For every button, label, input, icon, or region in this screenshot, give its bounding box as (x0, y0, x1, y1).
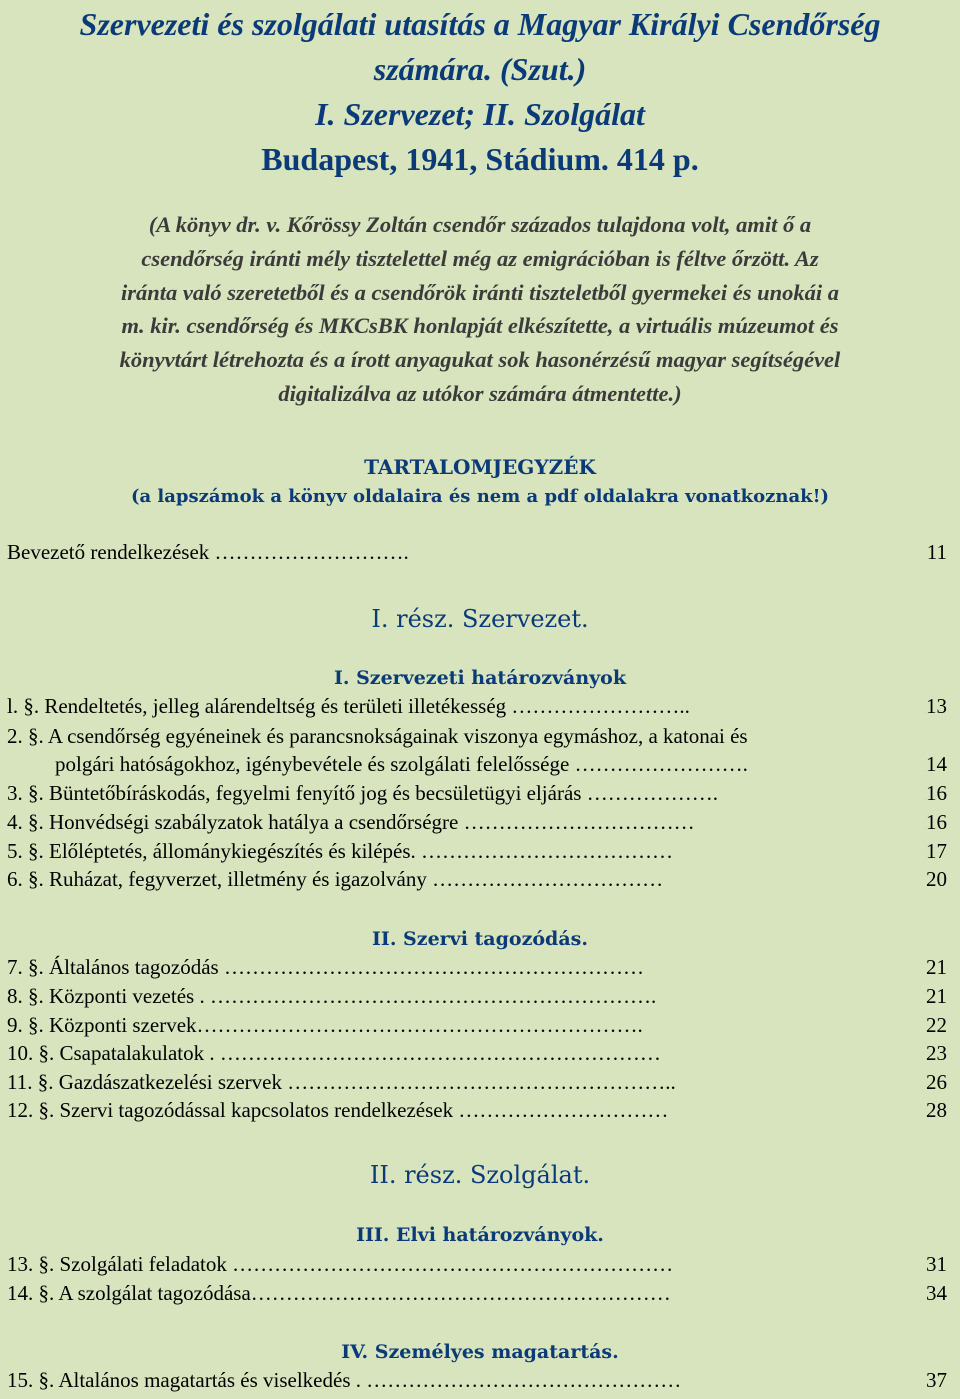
toc-entry[interactable] (7, 722, 947, 778)
toc-entry-continuation: polgári hatóságokhoz, igénybevétele és szolgálati felelőssége ……………………. (55, 752, 748, 776)
toc-entry-page: 26 (926, 1070, 947, 1094)
toc-entry[interactable] (7, 865, 947, 893)
toc-entry-text: 15. §. Altalános magatartás és viselkedés . ……………………………………… (7, 1368, 682, 1392)
publication-line-2: Budapest, 1941, Stádium. 414 p. (261, 141, 699, 177)
toc-entry-text: 11. §. Gazdászatkezelési szervek ……………………………………………….. (7, 1070, 676, 1094)
toc-entry-page: 21 (926, 984, 947, 1008)
toc-entry-text: 8. §. Központi vezetés . ………………………………………………………. (7, 984, 657, 1008)
toc-entry[interactable] (7, 1096, 947, 1124)
toc-entry-page: 16 (926, 781, 947, 805)
toc-entry-page: 31 (926, 1252, 947, 1276)
toc-entry-page: 21 (926, 955, 947, 979)
toc-entry[interactable] (7, 1366, 947, 1394)
toc-note: (a lapszámok a könyv oldalaira és nem a pdf oldalakra vonatkoznak!) (130, 486, 830, 507)
toc-entry[interactable] (7, 953, 947, 981)
toc-entry-text: 13. §. Szolgálati feladatok ……………………………………………………… (7, 1252, 674, 1276)
intro-line: digitalizálva az utókor számára átmentette.) (278, 380, 682, 406)
toc-entry-text: l. §. Rendeltetés, jelleg alárendeltség és területi illetékesség …………………….. (7, 694, 690, 718)
toc-entry-page: 34 (926, 1281, 947, 1305)
section-2-title: II. Szervi tagozódás. (372, 928, 588, 950)
toc-entry-text: 4. §. Honvédségi szabályzatok hatálya a csendőrségre …………………………… (7, 810, 695, 834)
toc-entry-text: 14. §. A szolgálat tagozódása…………………………………………………… (7, 1281, 671, 1305)
intro-line: m. kir. csendőrség és MKCsBK honlapját elkészítette, a virtuális múzeumot és (121, 313, 839, 339)
toc-entry-intro[interactable] (7, 538, 947, 566)
toc-entry-text: 9. §. Központi szervek………………………………………………………. (7, 1013, 643, 1037)
intro-line: (A könyv dr. v. Kőrössy Zoltán csendőr százados tulajdona volt, amit ő a (148, 212, 812, 237)
intro-line: könyvtárt létrehozta és a írott anyagukat sok hasonérzésű magyar segítségével (119, 347, 841, 373)
section-1-title: I. Szervezeti határozványok (333, 667, 627, 689)
toc-heading: TARTALOMJEGYZÉK (364, 455, 596, 479)
toc-entry-text: 2. §. A csendőrség egyéneinek és parancsnokságainak viszonya egymáshoz, a katonai és (7, 724, 748, 748)
toc-entry-page: 17 (926, 839, 947, 863)
toc-entry[interactable] (7, 837, 947, 865)
intro-line: csendőrség iránti mély tisztelettel még az emigrációban is féltve őrzött. Az (141, 245, 819, 271)
publication-info (0, 92, 960, 182)
toc-entry-text: 5. §. Előléptetés, állománykiegészítés és kilépés. ……………………………… (7, 839, 674, 863)
toc-entry[interactable] (7, 1279, 947, 1307)
toc-entry-text: Bevezető rendelkezések ………………………. (7, 540, 409, 564)
toc-entry-text: 7. §. Általános tagozódás …………………………………………………… (7, 955, 644, 979)
toc-entry-page: 11 (926, 540, 947, 564)
toc-entry[interactable] (7, 692, 947, 720)
toc-entry-page: 16 (926, 810, 947, 834)
toc-entry-page: 22 (926, 1013, 947, 1037)
toc-entry-page: 37 (926, 1368, 947, 1392)
toc-entry[interactable] (7, 808, 947, 836)
intro-paragraph (0, 208, 960, 411)
toc-entry-text: 6. §. Ruházat, fegyverzet, illetmény és igazolvány …………………………… (7, 867, 664, 891)
toc-entry-page: 14 (926, 752, 947, 776)
toc-entry-page: 20 (926, 867, 947, 891)
part-2-title: II. rész. Szolgálat. (369, 1161, 591, 1189)
toc-entry-text: 12. §. Szervi tagozódással kapcsolatos rendelkezések ………………………… (7, 1098, 669, 1122)
toc-entry[interactable] (7, 779, 947, 807)
title-line-2: számára. (Szut.) (373, 51, 587, 87)
title-line-1: Szervezeti és szolgálati utasítás a Magyar Királyi Csendőrség (79, 6, 881, 42)
toc-entry[interactable] (7, 1039, 947, 1067)
document-title (0, 2, 960, 92)
intro-line: iránta való szeretetből és a csendőrök iránti tiszteletből gyermekei és unokái a (120, 279, 840, 305)
toc-entry[interactable] (7, 1250, 947, 1278)
toc-entry-page: 23 (926, 1041, 947, 1065)
toc-entry-page: 28 (926, 1098, 947, 1122)
toc-entry[interactable] (7, 982, 947, 1010)
publication-line-1: I. Szervezet; II. Szolgálat (315, 96, 645, 132)
toc-entry-page: 13 (926, 694, 947, 718)
part-1-title: I. rész. Szervezet. (371, 605, 589, 633)
toc-entry[interactable] (7, 1068, 947, 1096)
toc-entry[interactable] (7, 1011, 947, 1039)
toc-entry-text: 3. §. Büntetőbíráskodás, fegyelmi fenyítő jog és becsületügyi eljárás ………………. (7, 781, 718, 805)
section-4-title: IV. Személyes magatartás. (341, 1341, 619, 1363)
toc-entry-text: 10. §. Csapatalakulatok . ……………………………………………………… (7, 1041, 661, 1065)
toc-heading-block (0, 452, 960, 512)
section-3-title: III. Elvi határozványok. (356, 1224, 604, 1246)
